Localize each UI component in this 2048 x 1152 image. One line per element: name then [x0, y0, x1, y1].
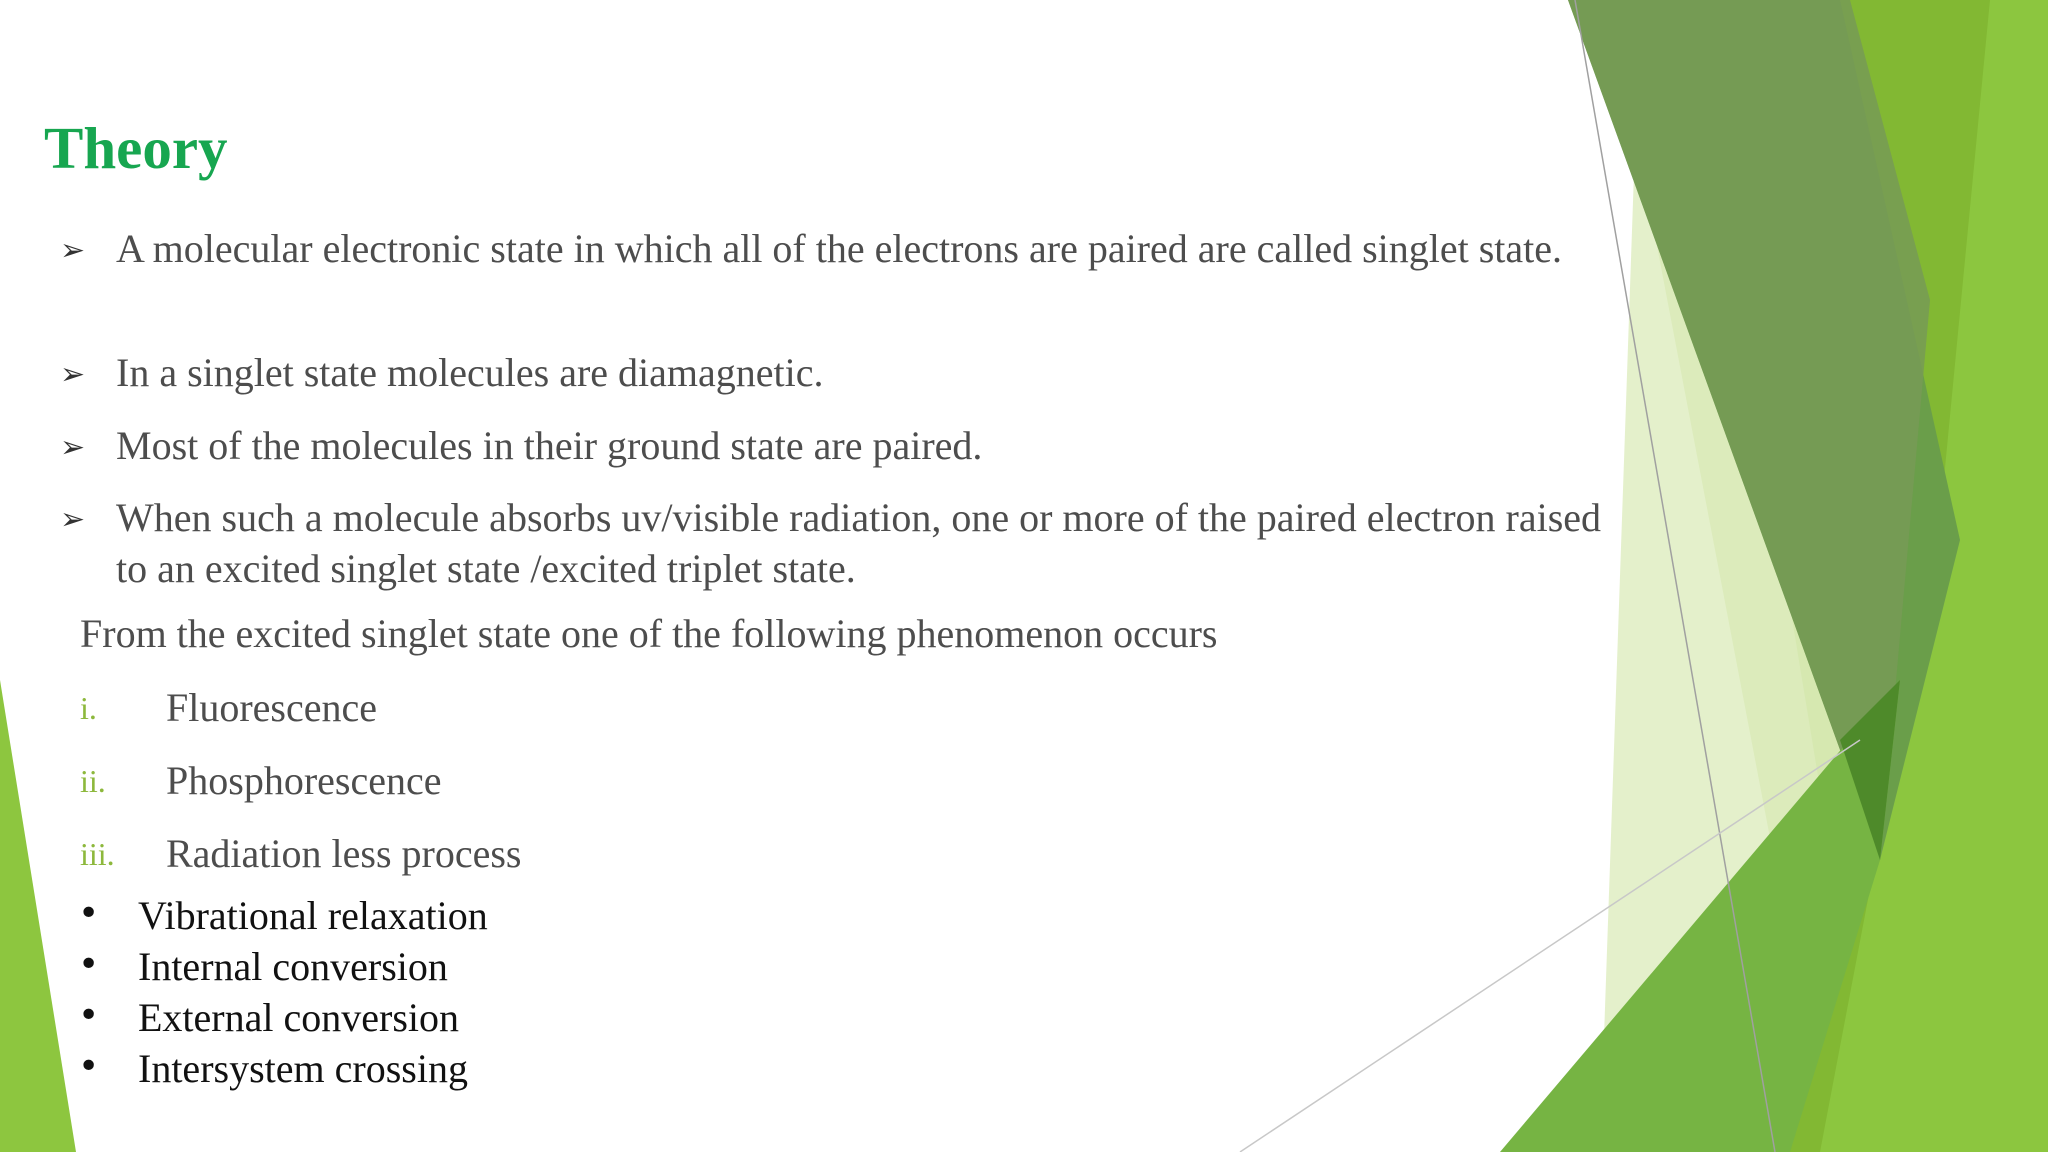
- list-numeral: ii.: [80, 763, 106, 799]
- bullet-text: When such a molecule absorbs uv/visible radiation, one or more of the paired electron raised to an excited singlet state /excited triplet state.: [116, 495, 1602, 591]
- list-numeral: i.: [80, 690, 97, 726]
- sub-bullet-text: Vibrational relaxation: [138, 893, 488, 938]
- arrow-bullet-icon: ➢: [60, 357, 86, 392]
- arrow-bullet-icon: ➢: [60, 233, 86, 268]
- numbered-item-text: Fluorescence: [166, 685, 378, 730]
- dot-bullet-icon: •: [78, 995, 100, 1036]
- slide-title: Theory: [44, 115, 228, 181]
- dot-bullet-icon: •: [78, 893, 100, 934]
- lead-text: From the excited singlet state one of the following phenomenon occurs: [80, 611, 1218, 656]
- numbered-item-text: Radiation less process: [166, 831, 522, 876]
- arrow-bullet-icon: ➢: [60, 502, 86, 537]
- list-numeral: iii.: [80, 836, 115, 872]
- bullet-text: A molecular electronic state in which all of the electrons are paired are called singlet state.: [116, 226, 1563, 271]
- dot-bullet-icon: •: [78, 944, 100, 985]
- dot-bullet-icon: •: [78, 1046, 100, 1087]
- numbered-item-text: Phosphorescence: [166, 758, 442, 803]
- bullet-text: In a singlet state molecules are diamagnetic.: [116, 350, 824, 395]
- arrow-bullet-icon: ➢: [60, 430, 86, 465]
- bullet-text: Most of the molecules in their ground state are paired.: [116, 423, 983, 468]
- sub-bullet-text: Intersystem crossing: [138, 1046, 468, 1091]
- sub-bullet-text: Internal conversion: [138, 944, 448, 989]
- sub-bullet-text: External conversion: [138, 995, 459, 1040]
